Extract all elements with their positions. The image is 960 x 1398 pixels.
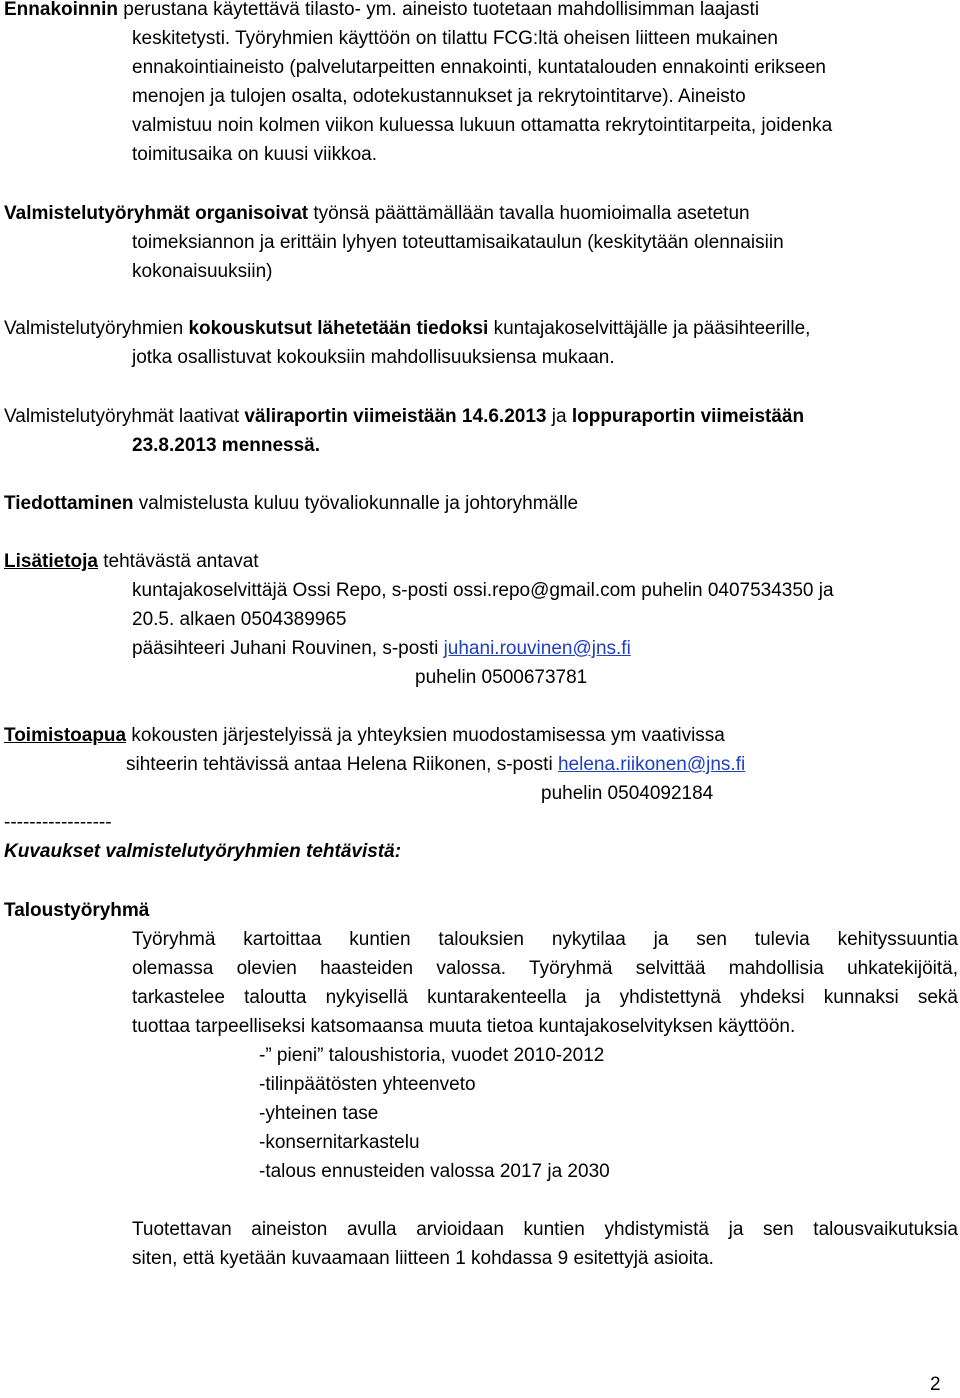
page-number: 2 [930,1374,941,1395]
kokouskutsut-bold: kokouskutsut lähetetään tiedoksi [188,318,489,339]
taloustyoryhma-list-item: -tilinpäätösten yhteenveto [259,1074,476,1095]
intro-line-1 [4,0,759,23]
lisatietoja-contact-repo: kuntajakoselvittäjä Ossi Repo, s-posti ossi.repo@gmail.com puhelin 0407534350 ja [132,580,834,601]
taloustyoryhma-list-item: -” pieni” taloushistoria, vuodet 2010-2012 [259,1045,605,1066]
taloustyoryhma-list-item: -konsernitarkastelu [259,1132,420,1153]
tiedottaminen-text: valmistelusta kuluu työvaliokunnalle ja johtoryhmälle [133,493,579,514]
toimistoapu-line-2 [126,752,745,778]
rouvinen-email-link[interactable]: juhani.rouvinen@jns.fi [443,638,631,659]
lisatietoja-bold: Lisätietoja [4,551,98,572]
intro-line-4: menojen ja tulojen osalta, odotekustannukset ja rekrytointitarve). Aineisto [132,86,746,107]
taloustyoryhma-p2-line: Tuotettavan aineiston avulla arvioidaan kuntien yhdistymistä ja sen talousvaikutuksia [132,1219,958,1240]
rouvinen-text: pääsihteeri Juhani Rouvinen, s-posti [132,638,444,659]
kokouskutsut-text-a: Valmistelutyöryhmien [4,318,189,339]
raportit-line-2: 23.8.2013 mennessä. [132,435,321,456]
organisointi-line-1 [4,201,750,227]
taloustyoryhma-p1-last: tuottaa tarpeelliseksi katsomaansa muuta tietoa kuntajakoselvityksen käyttöön. [132,1016,796,1037]
taloustyoryhma-p1-line: olemassa olevien haasteiden valossa. Työryhmä selvittää mahdollisia uhkatekijöitä, [132,958,958,979]
taloustyoryhma-list-item: -talous ennusteiden valossa 2017 ja 2030 [259,1161,610,1182]
raportit-valiraportti: väliraportin viimeistään 14.6.2013 [244,406,547,427]
organisointi-line-2: toimeksiannon ja erittäin lyhyen toteuttamisaikataulun (keskitytään olennaisiin [132,232,784,253]
tiedottaminen-line [4,491,578,517]
intro-line-1-text: perustana käytettävä tilasto- ym. aineisto tuotetaan mahdollisimman laajasti [118,0,760,20]
kokouskutsut-line-1 [4,316,810,342]
organisointi-bold: Valmistelutyöryhmät organisoivat [4,203,309,224]
toimistoapu-bold: Toimistoapua [4,725,127,746]
toimistoapu-line-1 [4,723,725,749]
organisointi-line-1-text: työnsä päättämällään tavalla huomioimalla asetetun [308,203,750,224]
intro-bold-term: Ennakoinnin [4,0,118,20]
taloustyoryhma-p1-line: tarkastelee taloutta nykyisellä kuntarakenteella ja yhdistettynä yhdeksi kunnaksi sekä [132,987,958,1008]
intro-line-6: toimitusaika on kuusi viikkoa. [132,144,377,165]
lisatietoja-heading-text: tehtävästä antavat [97,551,259,572]
organisointi-line-3: kokonaisuuksiin) [132,261,273,282]
riikonen-text: sihteerin tehtävissä antaa Helena Riikonen, s-posti [126,754,558,775]
riikonen-email-link[interactable]: helena.riikonen@jns.fi [557,754,746,775]
kuvaukset-heading: Kuvaukset valmistelutyöryhmien tehtävistä: [4,841,402,862]
riikonen-phone: puhelin 0504092184 [541,783,714,804]
taloustyoryhma-p1-line: Työryhmä kartoittaa kuntien talouksien nykytilaa ja sen tulevia kehityssuuntia [132,929,958,950]
raportit-line-1 [4,404,804,430]
lisatietoja-contact-rouvinen [132,636,631,662]
taloustyoryhma-list-item: -yhteinen tase [259,1103,379,1124]
tiedottaminen-bold: Tiedottaminen [4,493,134,514]
intro-line-5: valmistuu noin kolmen viikon kuluessa lukuun ottamatta rekrytointitarpeita, joidenka [132,115,833,136]
rouvinen-phone: puhelin 0500673781 [415,667,588,688]
kokouskutsut-line-2: jotka osallistuvat kokouksiin mahdollisuuksiensa mukaan. [132,347,615,368]
kokouskutsut-text-c: kuntajakoselvittäjälle ja pääsihteerille, [488,318,811,339]
toimistoapu-text: kokousten järjestelyissä ja yhteyksien muodostamisessa ym vaativissa [126,725,725,746]
intro-line-2: keskitetysti. Työryhmien käyttöön on tilattu FCG:ltä oheisen liitteen mukainen [132,28,778,49]
separator-line: ----------------- [4,812,112,833]
lisatietoja-heading [4,549,259,575]
raportit-loppuraportti: loppuraportin viimeistään [571,406,805,427]
intro-line-3: ennakointiaineisto (palvelutarpeitten ennakointi, kuntatalouden ennakointi erikseen [132,57,826,78]
taloustyoryhma-p2-last: siten, että kyetään kuvaamaan liitteen 1 kohdassa 9 esitettyjä asioita. [132,1248,714,1269]
taloustyoryhma-heading: Taloustyöryhmä [4,900,150,921]
raportit-text-c: ja [546,406,572,427]
lisatietoja-contact-repo-2: 20.5. alkaen 0504389965 [132,609,347,630]
raportit-text-a: Valmistelutyöryhmät laativat [4,406,245,427]
